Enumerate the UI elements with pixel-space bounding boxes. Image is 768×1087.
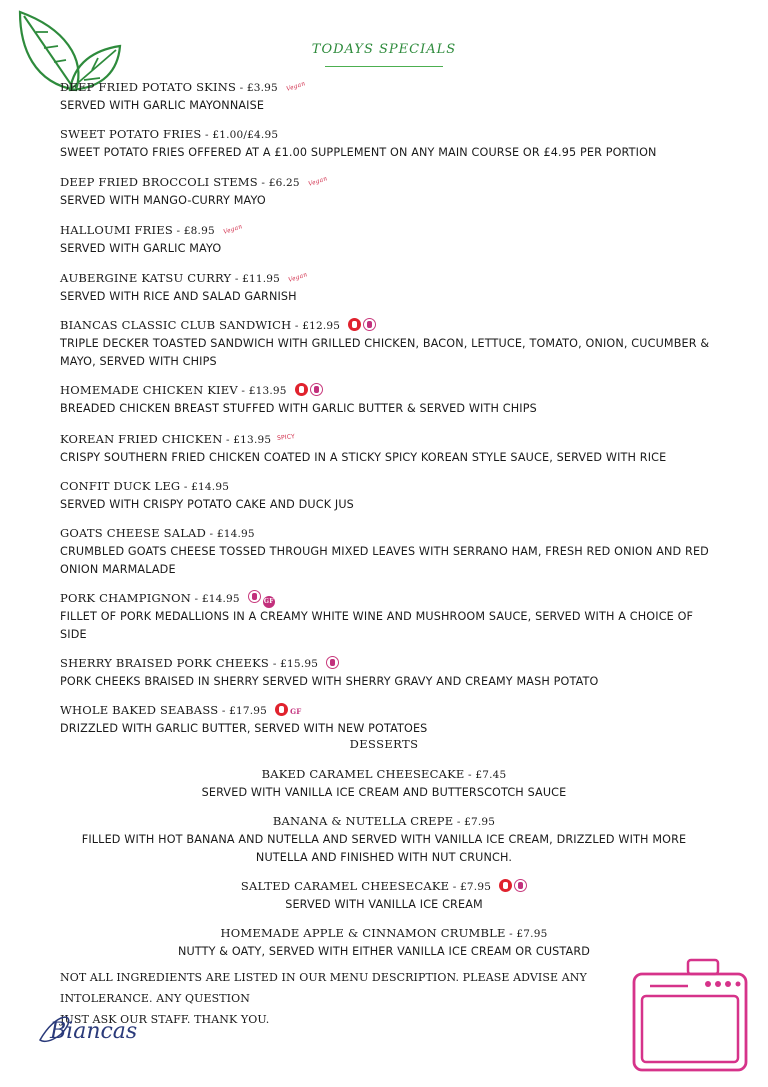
spicy-badge: SPICY [276, 433, 296, 442]
fish-icon [275, 703, 288, 716]
allergen-icons [324, 656, 339, 673]
menu-item-description: SERVED WITH CRISPY POTATO CAKE AND DUCK JUS [60, 498, 354, 511]
allergy-notice [60, 967, 660, 1030]
menu-item-price-sep: - [191, 593, 202, 605]
dessert-price: £7.95 [464, 816, 496, 828]
menu-item [60, 269, 710, 306]
menu-item-price: £14.95 [201, 593, 240, 605]
allergen-icons [497, 879, 527, 896]
menu-item-title [60, 173, 710, 192]
allergy-notice-line-2: JUST ASK OUR STAFF. THANK YOU. [60, 1013, 270, 1026]
menu-item-name: GOATS CHEESE SALAD [60, 526, 206, 540]
menu-item-name: WHOLE BAKED SEABASS [60, 703, 219, 717]
allergen-icon [348, 318, 361, 331]
dessert-name: BANANA & NUTELLA CREPE [272, 814, 454, 828]
menu-item [60, 478, 710, 514]
menu-item-name: KOREAN FRIED CHICKEN [60, 432, 223, 446]
menu-item-title [60, 478, 710, 496]
biancas-logo [36, 1010, 146, 1054]
menu-item-description: SERVED WITH GARLIC MAYO [60, 242, 222, 255]
dessert-price: £7.45 [475, 769, 507, 781]
dessert-name: SALTED CARAMEL CHEESECAKE [240, 879, 450, 893]
menu-item-title [60, 269, 710, 288]
dessert-description: SERVED WITH VANILLA ICE CREAM AND BUTTERSCOTCH SAUCE [201, 786, 567, 799]
menu-item-price-sep: - [236, 82, 247, 94]
menu-item-price-sep: - [272, 658, 281, 670]
menu-item-price-sep: - [180, 481, 192, 493]
menu-item-price: £13.95 [233, 434, 272, 446]
menu-item-price-sep: - [201, 129, 213, 141]
menu-item-name: DEEP FRIED BROCCOLI STEMS [60, 175, 258, 189]
desserts-list [0, 766, 768, 961]
menu-item-title [60, 655, 710, 673]
menu-item [60, 317, 710, 371]
biancas-logo-icon [36, 1010, 146, 1050]
dessert-description: NUTTY & OATY, SERVED WITH EITHER VANILLA ICE CREAM OR CUSTARD [177, 945, 591, 958]
menu-item [60, 590, 710, 644]
gluten-free-icon: GF [263, 596, 275, 608]
menu-item-description: TRIPLE DECKER TOASTED SANDWICH WITH GRILLED CHICKEN, BACON, LETTUCE, TOMATO, ONION, CUCUMBER & MAYO, SERVED WITH CHIPS [60, 337, 710, 368]
dessert-description: FILLED WITH HOT BANANA AND NUTELLA AND SERVED WITH VANILLA ICE CREAM, DRIZZLED WITH MORE NUTELLA AND FINISHED WITH NUT CRUNCH. [81, 833, 687, 864]
menu-item-title [60, 525, 710, 543]
dessert-item [0, 766, 768, 802]
menu-item-price-sep: - [291, 320, 303, 332]
dessert-item [0, 813, 768, 867]
menu-item-price: £11.95 [242, 273, 281, 285]
menu-item-description: SERVED WITH MANGO-CURRY MAYO [60, 194, 266, 207]
allergen-icons [273, 703, 301, 720]
dessert-price-sep: - [464, 769, 476, 781]
menu-item [60, 655, 710, 691]
vegan-badge: Vegan [285, 80, 307, 93]
menu-item-title [60, 221, 710, 240]
menu-item-description: SERVED WITH GARLIC MAYONNAISE [60, 99, 265, 112]
menu-item-name: SHERRY BRAISED PORK CHEEKS [60, 656, 273, 670]
menu-item-description: DRIZZLED WITH GARLIC BUTTER, SERVED WITH NEW POTATOES [60, 722, 428, 735]
vegan-badge: Vegan [307, 175, 328, 188]
menu-item-price: £13.95 [248, 385, 287, 397]
desserts-heading: DESSERTS [349, 737, 419, 751]
menu-item-price: £14.95 [216, 528, 255, 540]
menu-item-name: CONFIT DUCK LEG [60, 479, 181, 493]
menu-item [60, 702, 710, 738]
menu-item-price-sep: - [222, 434, 234, 446]
menu-item [60, 173, 710, 210]
menu-item-price: £15.95 [280, 658, 319, 670]
menu-item-price-sep: - [237, 385, 249, 397]
menu-item [60, 221, 710, 258]
menu-item-title [60, 429, 710, 449]
dessert-price-sep: - [505, 928, 517, 940]
menu-item-description: SWEET POTATO FRIES OFFERED AT A £1.00 SUPPLEMENT ON ANY MAIN COURSE OR £4.95 PER PORTION [60, 146, 657, 159]
menu-item-price: £8.95 [183, 225, 215, 237]
menu-item-name: SWEET POTATO FRIES [60, 127, 202, 141]
menu-item-description: FILLET OF PORK MEDALLIONS IN A CREAMY WHITE WINE AND MUSHROOM SAUCE, SERVED WITH A CHOICE OF SIDE [60, 610, 694, 641]
dessert-price-sep: - [449, 881, 461, 893]
menu-item-title [60, 78, 710, 97]
title-underline [325, 66, 443, 67]
allergen-icon [310, 383, 323, 396]
allergen-icons [346, 318, 376, 335]
cash-register-icon [628, 958, 754, 1076]
menu-item-title [60, 317, 710, 335]
dessert-item [0, 925, 768, 961]
allergen-icon [363, 318, 376, 331]
vegan-badge: Vegan [222, 223, 244, 236]
gluten-free-label: GF [290, 706, 302, 716]
allergen-icons [293, 383, 323, 400]
menu-item [60, 126, 710, 162]
menu-item [60, 525, 710, 579]
dessert-name: BAKED CARAMEL CHEESECAKE [261, 767, 465, 781]
menu-item-name: HOMEMADE CHICKEN KIEV [60, 383, 238, 397]
menu-item-name: HALLOUMI FRIES [60, 223, 173, 237]
dessert-description: SERVED WITH VANILLA ICE CREAM [285, 898, 483, 911]
allergen-icon [326, 656, 339, 669]
menu-item-title [60, 126, 710, 144]
specials-list [60, 78, 710, 749]
menu-item-description: CRISPY SOUTHERN FRIED CHICKEN COATED IN A STICKY SPICY KOREAN STYLE SAUCE, SERVED WITH RICE [60, 451, 667, 464]
dessert-title [0, 878, 768, 896]
allergen-icons [246, 590, 275, 608]
menu-item-price-sep: - [231, 273, 243, 285]
logo-text: Biancas [50, 1019, 138, 1044]
menu-item-description: BREADED CHICKEN BREAST STUFFED WITH GARLIC BUTTER & SERVED WITH CHIPS [60, 402, 537, 415]
menu-item-description: CRUMBLED GOATS CHEESE TOSSED THROUGH MIXED LEAVES WITH SERRANO HAM, FRESH RED ONION AND RED ONION MARMALADE [60, 545, 709, 576]
menu-item-price: £12.95 [302, 320, 341, 332]
dessert-name: HOMEMADE APPLE & CINNAMON CRUMBLE [220, 926, 506, 940]
menu-item-price-sep: - [218, 705, 230, 717]
dessert-item [0, 878, 768, 914]
allergen-icon [499, 879, 512, 892]
page-title: TODAYS SPECIALS [311, 42, 457, 57]
menu-item-title [60, 590, 710, 608]
menu-item-name: BIANCAS CLASSIC CLUB SANDWICH [60, 318, 292, 332]
menu-item-name: PORK CHAMPIGNON [60, 591, 191, 605]
dessert-title [0, 813, 768, 831]
menu-item-price: £3.95 [246, 82, 278, 94]
allergen-icon [248, 590, 261, 603]
menu-item-price: £6.25 [268, 177, 300, 189]
menu-item-price-sep: - [172, 225, 184, 237]
menu-item-price: £1.00/£4.95 [212, 129, 279, 141]
menu-item [60, 382, 710, 418]
dessert-price: £7.95 [460, 881, 492, 893]
dessert-title [0, 925, 768, 943]
menu-item [60, 78, 710, 115]
allergen-icon [295, 383, 308, 396]
menu-item-title [60, 382, 710, 400]
dessert-price-sep: - [453, 816, 465, 828]
menu-item [60, 429, 710, 467]
menu-item-price-sep: - [257, 177, 269, 189]
dessert-price: £7.95 [516, 928, 548, 940]
menu-item-price: £17.95 [229, 705, 268, 717]
allergen-icon [514, 879, 527, 892]
menu-item-name: AUBERGINE KATSU CURRY [60, 271, 232, 285]
dessert-title [0, 766, 768, 784]
menu-item-name: DEEP FRIED POTATO SKINS [60, 80, 237, 94]
menu-item-description: SERVED WITH RICE AND SALAD GARNISH [60, 290, 297, 303]
vegan-badge: Vegan [287, 271, 309, 284]
menu-item-description: PORK CHEEKS BRAISED IN SHERRY SERVED WITH SHERRY GRAVY AND CREAMY MASH POTATO [60, 675, 599, 688]
menu-item-title [60, 702, 710, 720]
allergy-notice-line-1: NOT ALL INGREDIENTS ARE LISTED IN OUR MENU DESCRIPTION. PLEASE ADVISE ANY INTOLERANCE. ANY QUESTION [60, 971, 587, 1005]
menu-item-price: £14.95 [191, 481, 230, 493]
desserts-section [0, 736, 768, 972]
menu-item-price-sep: - [206, 528, 217, 540]
